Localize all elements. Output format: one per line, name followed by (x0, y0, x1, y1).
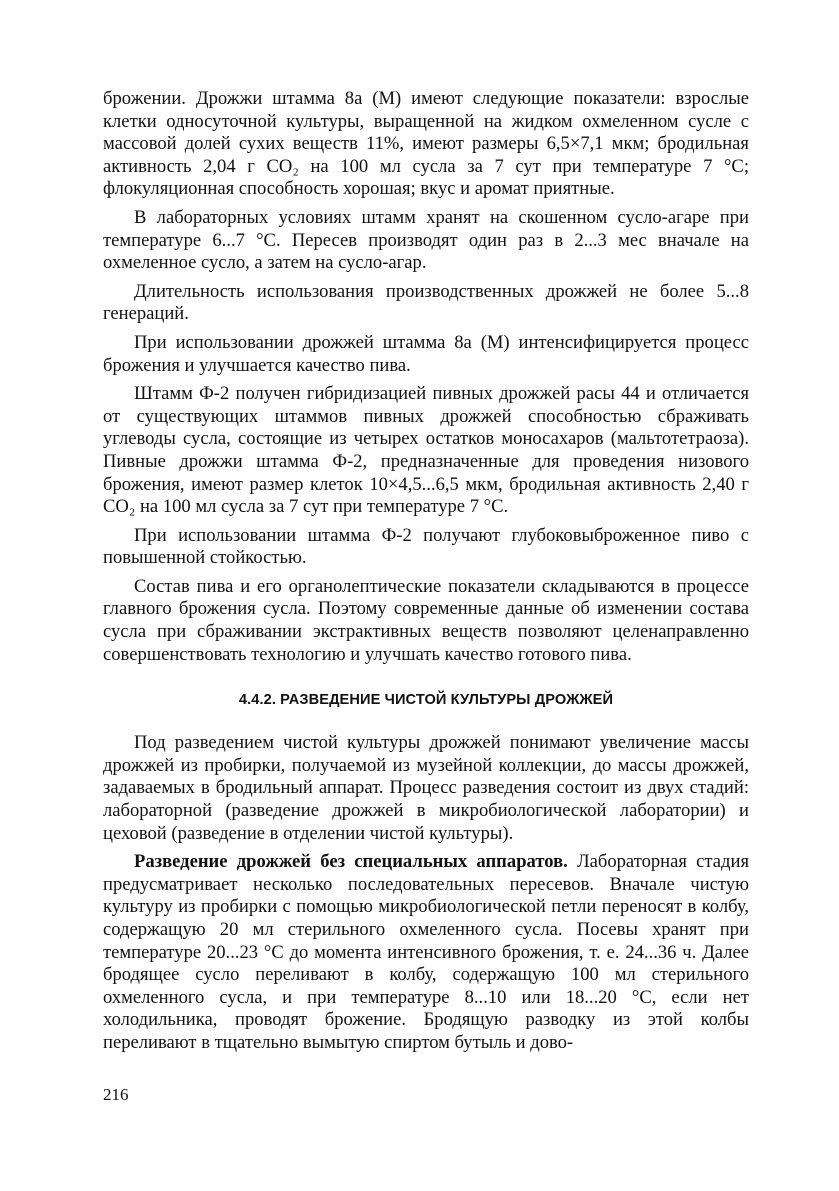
paragraph-continued: брожении. Дрожжи штамма 8а (М) имеют следующие показатели: взрослые клетки односуточной культуры, выращенной на жидком охмеленном сусле с массовой долей сухих веществ 11%, имеют размеры 6,5×7,1 мкм; бродильная активность 2,04 г CO₂ на 100 мл сусла за 7 сут при температуре 7 °С; флокуляционная способность хорошая; вкус и аромат приятные. (103, 88, 749, 200)
section-heading: 4.4.2. РАЗВЕДЕНИЕ ЧИСТОЙ КУЛЬТУРЫ ДРОЖЖЕЙ (238, 692, 614, 709)
paragraph-strain-f2: Штамм Ф-2 получен гибридизацией пивных дрожжей расы 44 и отличается от существующих штаммов пивных дрожжей способностью сбраживать углеводы сусла, состоящие из четырех остатков моносахаров (мальтотетраоза). Пивные дрожжи штамма Ф-2, предназначенные для проведения низового брожения, имеют размер клеток 10×4,5...6,5 мкм, бродильная активность 2,40 г CO₂ на 100 мл сусла за 7 сут при температуре 7 °С. (103, 383, 749, 518)
page-number: 216 (103, 1085, 129, 1104)
paragraph-lab-stage-text: Лабораторная стадия предусматривает несколько последовательных пересевов. Вначале чистую культуру из пробирки с помощью микробиологической петли переносят в колбу, содержащую 20 мл стерильного охмеленного сусла. Посевы хранят при температуре 20...23 °С до момента интенсивного брожения, т. е. 24...36 ч. Далее бродящее сусло переливают в колбу, содержащую 100 мл стерильного охмеленного сусла, и при температуре 8...10 или 18...20 °С, если нет холодильника, проводят брожение. Бродящую разводку из этой колбы переливают в тщательно вымытую спиртом бутыль и дово- (103, 851, 749, 1053)
paragraph-storage: В лабораторных условиях штамм хранят на скошенном сусло-агаре при температуре 6...7 °С. Пересев производят один раз в 2...3 мес вначале на охмеленное сусло, а затем на сусло-агар. (103, 206, 749, 274)
paragraph-strain-f2-use: При использовании штамма Ф-2 получают глубоковыброженное пиво с повышенной стойкостью. (103, 524, 749, 569)
run-in-heading: Разведение дрожжей без специальных аппаратов. (134, 851, 568, 873)
paragraph-intro: Под разведением чистой культуры дрожжей понимают увеличение массы дрожжей из пробирки, получаемой из музейной коллекции, до массы дрожжей, задаваемых в бродильный аппарат. Процесс разведения состоит из двух стадий: лабораторной (разведение дрожжей в микробиологической лаборатории) и цеховой (разведение в отделении чистой культуры). (103, 732, 749, 844)
paragraph-composition: Состав пива и его органолептические показатели складываются в процессе главного брожения сусла. Поэтому современные данные об изменении состава сусла при сбраживании экстрактивных веществ позволяют целенаправленно совершенствовать технологию и улучшать качество готового пива. (103, 575, 749, 665)
page-content (103, 88, 749, 1055)
paragraph-lab-stage (103, 851, 749, 1054)
paragraph-strain-8a: При использовании дрожжей штамма 8а (М) интенсифицируется процесс брожения и улучшается качество пива. (103, 331, 749, 376)
paragraph-duration: Длительность использования производственных дрожжей не более 5...8 генераций. (103, 280, 749, 325)
